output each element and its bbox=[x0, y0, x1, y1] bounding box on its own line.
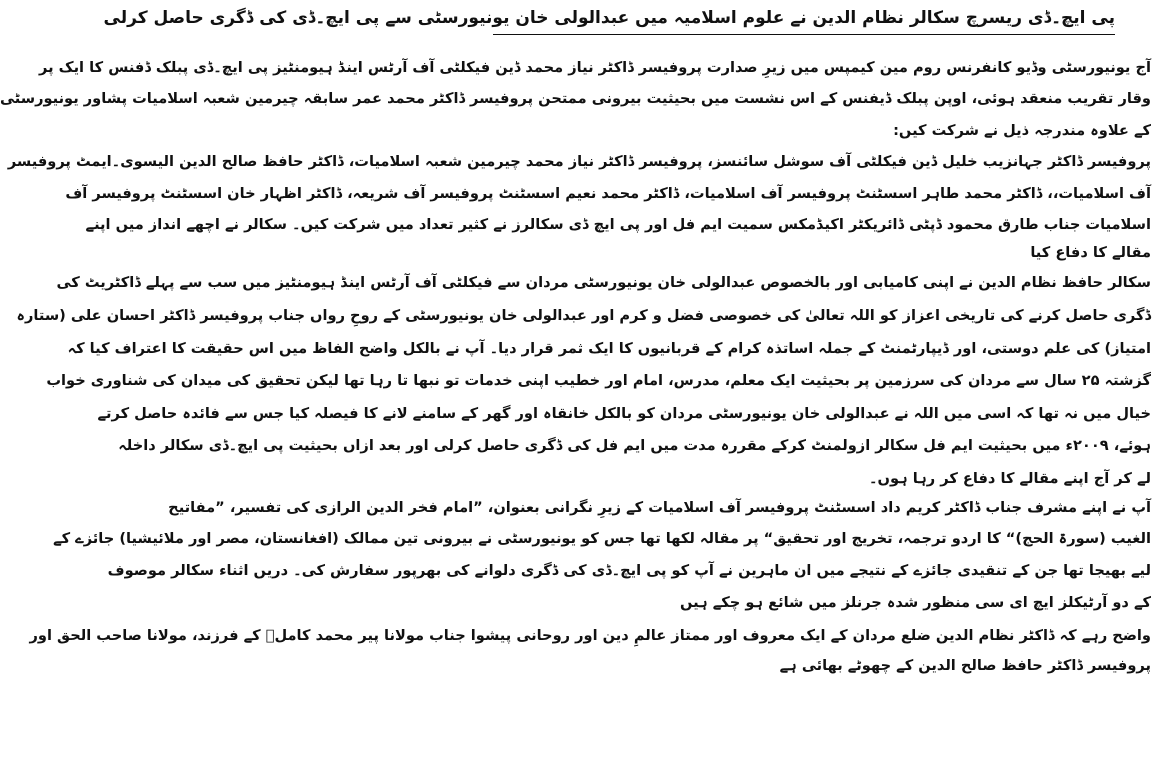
paragraph-2-line-1: پروفیسر ڈاکٹر جہانزیب خلیل ڈین فیکلٹی آف سوشل سائنسز، پروفیسر ڈاکٹر نیاز محمد چیرمین شعبہ اسلامیات، ڈاکٹر حافظ صالح الدین الیسوی۔ایمٹ پروفیسر bbox=[7, 153, 1151, 170]
paragraph-3-line-6: ہوئے، ۲۰۰۹ء میں بحیثیت ایم فل سکالر ازولمنٹ کرکے مقررہ مدت میں ایم فل کی ڈگری حاصل کرلی اور بعد ازاں بحیثیت پی ایچ۔ڈی سکالر داخلہ bbox=[118, 437, 1151, 454]
paragraph-4-line-3: لیے بھیجا تھا جن کے تنقیدی جائزے کے نتیجے میں ان ماہرین نے آپ کو پی ایچ۔ڈی کی ڈگری دلوانے کی بھرپور سفارش کی۔ دریں اثناء سکالر موصوف bbox=[107, 562, 1151, 579]
paragraph-1-line-2: وقار تقریب منعقد ہوئی، اوپن پبلک ڈیفنس کے اس نشست میں بحیثیت بیرونی ممتحن پروفیسر ڈاکٹر محمد عمر سابقہ چیرمین شعبہ اسلامیات پشاور یونیورسٹی bbox=[0, 90, 1151, 107]
paragraph-4-line-4: کے دو آرٹیکلز ایچ ای سی منظور شدہ جرنلز میں شائع ہو چکے ہیں bbox=[679, 594, 1151, 611]
paragraph-2-line-3: اسلامیات جناب طارق محمود ڈپٹی ڈائریکٹر اکیڈمکس سمیت ایم فل اور پی ایچ ڈی سکالرز نے کثیر تعداد میں شرکت کیں۔ سکالر نے اچھے انداز میں اپنے bbox=[85, 216, 1151, 233]
article-title: پی ایچ۔ڈی ریسرچ سکالر نظام الدین نے علوم اسلامیہ میں عبدالولی خان یونیورسٹی سے پی ایچ۔ڈی کی ڈگری حاصل کرلی bbox=[493, 4, 1115, 35]
paragraph-5-line-2: پروفیسر ڈاکٹر حافظ صالح الدین کے چھوٹے بھائی ہے bbox=[779, 657, 1151, 674]
paragraph-3-line-3: امتیاز) کی علم دوستی، اور ڈیپارٹمنٹ کے جملہ اساتذہ کرام کے قربانیوں کا ایک ثمر قرار دیا۔ آپ نے بالکل واضح الفاظ میں اس حقیقت کا اعتراف کیا کہ bbox=[67, 340, 1151, 357]
paragraph-4-line-1: آپ نے اپنے مشرف جناب ڈاکٹر کریم داد اسسٹنٹ پروفیسر آف اسلامیات کے زیرِ نگرانی بعنوان، ”امام فخر الدین الرازی کی تفسیر، ”مفاتیح bbox=[168, 499, 1151, 516]
paragraph-1-line-3: کے علاوہ مندرجہ ذیل نے شرکت کیں: bbox=[893, 122, 1151, 139]
paragraph-4-line-2: الغیب (سورۃ الحج)“ کا اردو ترجمہ، تخریج اور تحقیق“ پر مقالہ لکھا تھا جس کو یونیورسٹی نے بیرونی تین ممالک (افغانستان، مصر اور ملائیشیا) جائزے کے bbox=[53, 530, 1151, 547]
paragraph-2-line-2: آف اسلامیات،، ڈاکٹر محمد طاہر اسسٹنٹ پروفیسر آف اسلامیات، ڈاکٹر محمد نعیم اسسٹنٹ پروفیسر آف شریعہ، ڈاکٹر اظہار خان اسسٹنٹ پروفیسر آف bbox=[65, 185, 1151, 202]
paragraph-5-line-1: واضح رہے کہ ڈاکٹر نظام الدین ضلع مردان کے ایک معروف اور ممتاز عالمِ دین اور روحانی پیشوا جناب مولانا پیر محمد کاملؒ کے فرزند، مولانا صاحب الحق اور bbox=[29, 627, 1151, 644]
paragraph-3-line-2: ڈگری حاصل کرنے کی تاریخی اعزاز کو اللہ تعالیٰ کی خصوصی فضل و کرم اور عبدالولی خان یونیورسٹی کے روحِ رواں جناب پروفیسر ڈاکٹر احسان علی (ستارہ bbox=[16, 307, 1151, 324]
paragraph-3-line-7: لے کر آج اپنے مقالے کا دفاع کر رہا ہوں۔ bbox=[868, 470, 1151, 487]
paragraph-3-line-4: گزشتہ ۲۵ سال سے مردان کی سرزمین پر بحیثیت ایک معلم، مدرس، امام اور خطیب اپنی خدمات تو نبھا تا رہا تھا لیکن تحقیق کی میدان کی شناوری خواب bbox=[46, 372, 1151, 389]
paragraph-1-line-1: آج یونیورسٹی وڈیو کانفرنس روم مین کیمپس میں زیرِ صدارت پروفیسر ڈاکٹر نیاز محمد ڈین فیکلٹی آف آرٹس اینڈ ہیومنٹیز پی ایچ۔ڈی پبلک ڈفنس کا ایک پر bbox=[39, 59, 1151, 76]
paragraph-2-line-4: مقالے کا دفاع کیا bbox=[1030, 244, 1151, 261]
paragraph-3-line-5: خیال میں نہ تھا کہ اسی میں اللہ نے عبدالولی خان یونیورسٹی مردان کو بالکل خانقاہ اور گھر کے سامنے لانے کا فیصلہ کیا جس سے فائدہ حاصل کرتے bbox=[97, 405, 1151, 422]
paragraph-3-line-1: سکالر حافظ نظام الدین نے اپنی کامیابی اور بالخصوص عبدالولی خان یونیورسٹی مردان سے فیکلٹی آف آرٹس اینڈ ہیومنٹیز میں سب سے پہلے ڈاکٹریٹ کی bbox=[56, 274, 1151, 291]
